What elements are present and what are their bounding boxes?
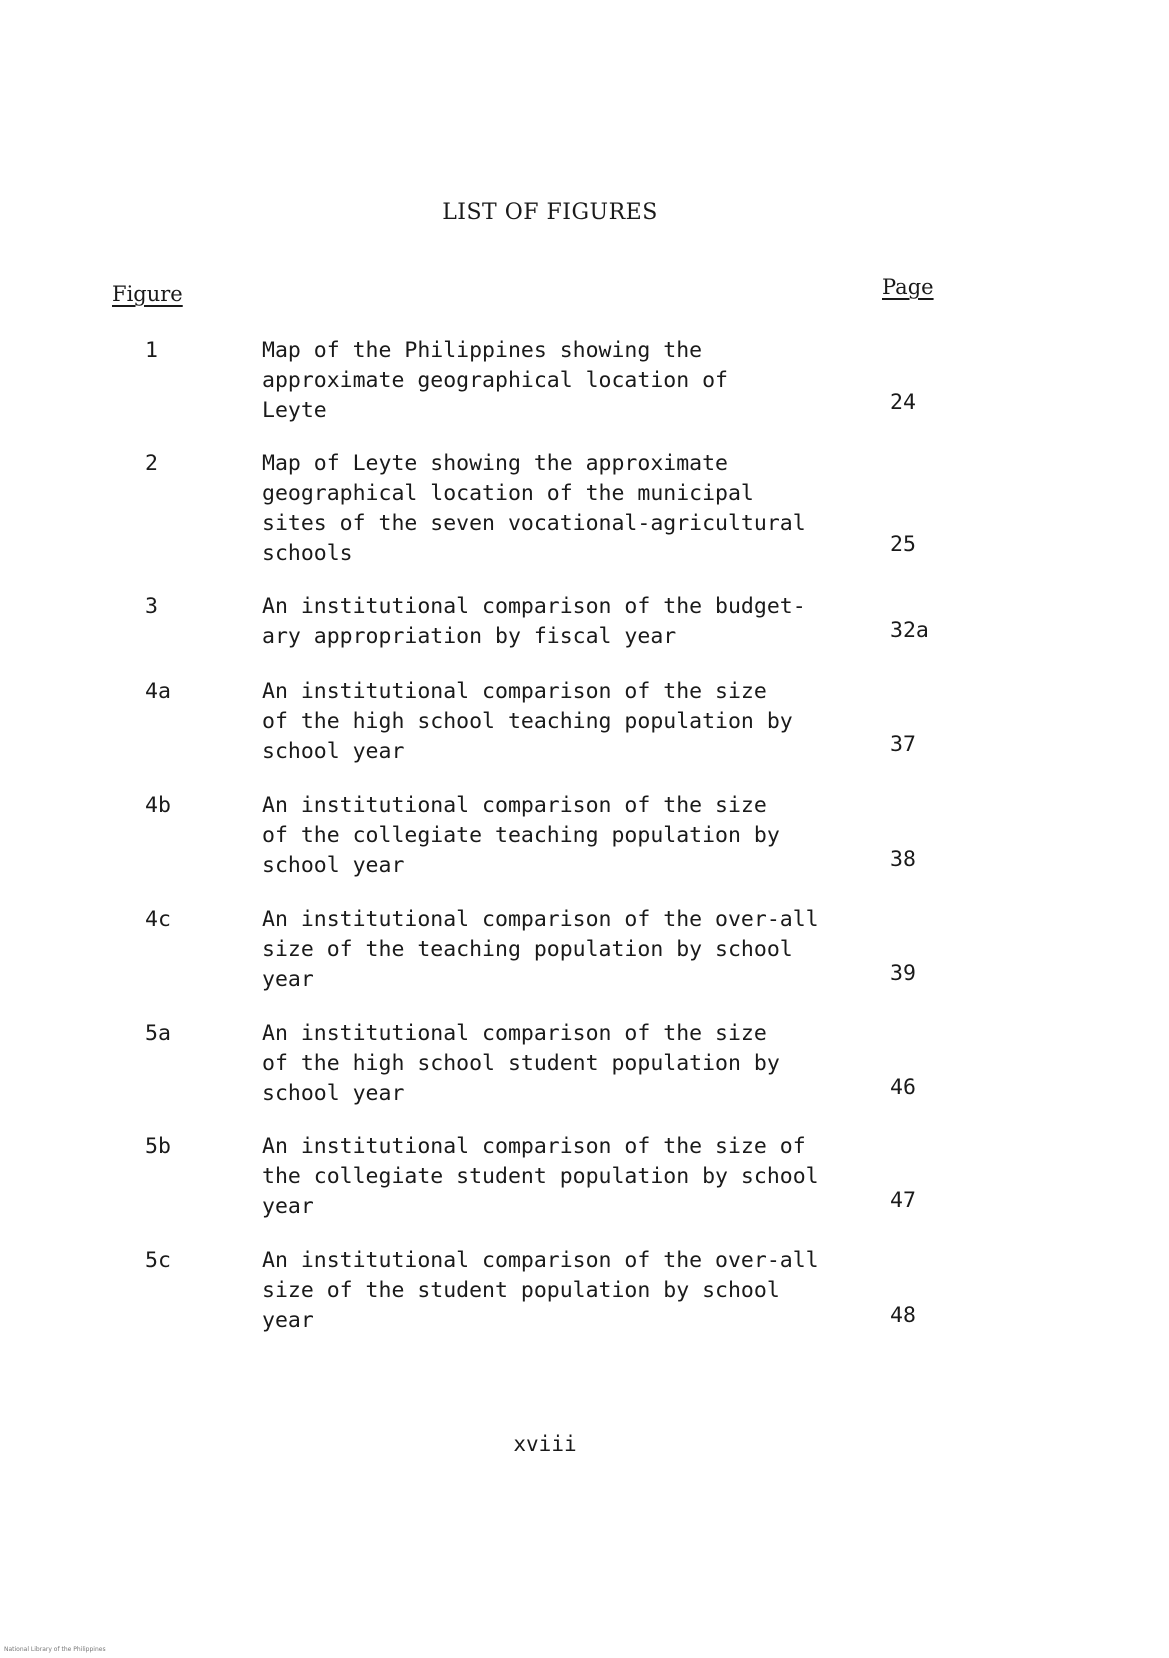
figure-description: An institutional comparison of the size of the high school student population by school year xyxy=(262,1021,780,1106)
figure-page: 39 xyxy=(890,961,916,986)
figure-number: 5b xyxy=(145,1134,171,1159)
figure-page: 38 xyxy=(890,847,916,872)
figure-description: Map of the Philippines showing the approximate geographical location of Leyte xyxy=(262,338,728,423)
figure-column-header: Figure xyxy=(112,282,183,306)
figure-page: 24 xyxy=(890,390,916,415)
figure-page: 48 xyxy=(890,1303,916,1328)
page-number: xviii xyxy=(513,1432,577,1456)
figure-page: 46 xyxy=(890,1075,916,1100)
page-title: LIST OF FIGURES xyxy=(442,200,658,225)
figure-description: An institutional comparison of the size of the collegiate student population by school year xyxy=(262,1134,819,1219)
figure-number: 4c xyxy=(145,907,171,932)
figure-number: 3 xyxy=(145,594,158,619)
figure-description: An institutional comparison of the budget- ary appropriation by fiscal year xyxy=(262,594,806,649)
figure-page: 37 xyxy=(890,732,916,757)
figure-number: 4b xyxy=(145,793,171,818)
page-column-header: Page xyxy=(882,275,934,299)
figure-number: 1 xyxy=(145,338,158,363)
figure-page: 25 xyxy=(890,532,916,557)
figure-number: 5c xyxy=(145,1248,171,1273)
figure-number: 5a xyxy=(145,1021,171,1046)
figure-page: 47 xyxy=(890,1188,916,1213)
figure-description: An institutional comparison of the over-all size of the student population by school year xyxy=(262,1248,819,1333)
figure-number: 4a xyxy=(145,679,171,704)
figure-description: An institutional comparison of the over-all size of the teaching population by school year xyxy=(262,907,819,992)
figure-description: An institutional comparison of the size of the collegiate teaching population by school year xyxy=(262,793,780,878)
figure-description: Map of Leyte showing the approximate geographical location of the municipal sites of the seven vocational-agricultural schools xyxy=(262,451,806,566)
library-stamp: National Library of the Philippines xyxy=(4,1646,106,1653)
figure-number: 2 xyxy=(145,451,158,476)
figure-description: An institutional comparison of the size of the high school teaching population by school year xyxy=(262,679,793,764)
figure-page: 32a xyxy=(890,618,929,643)
